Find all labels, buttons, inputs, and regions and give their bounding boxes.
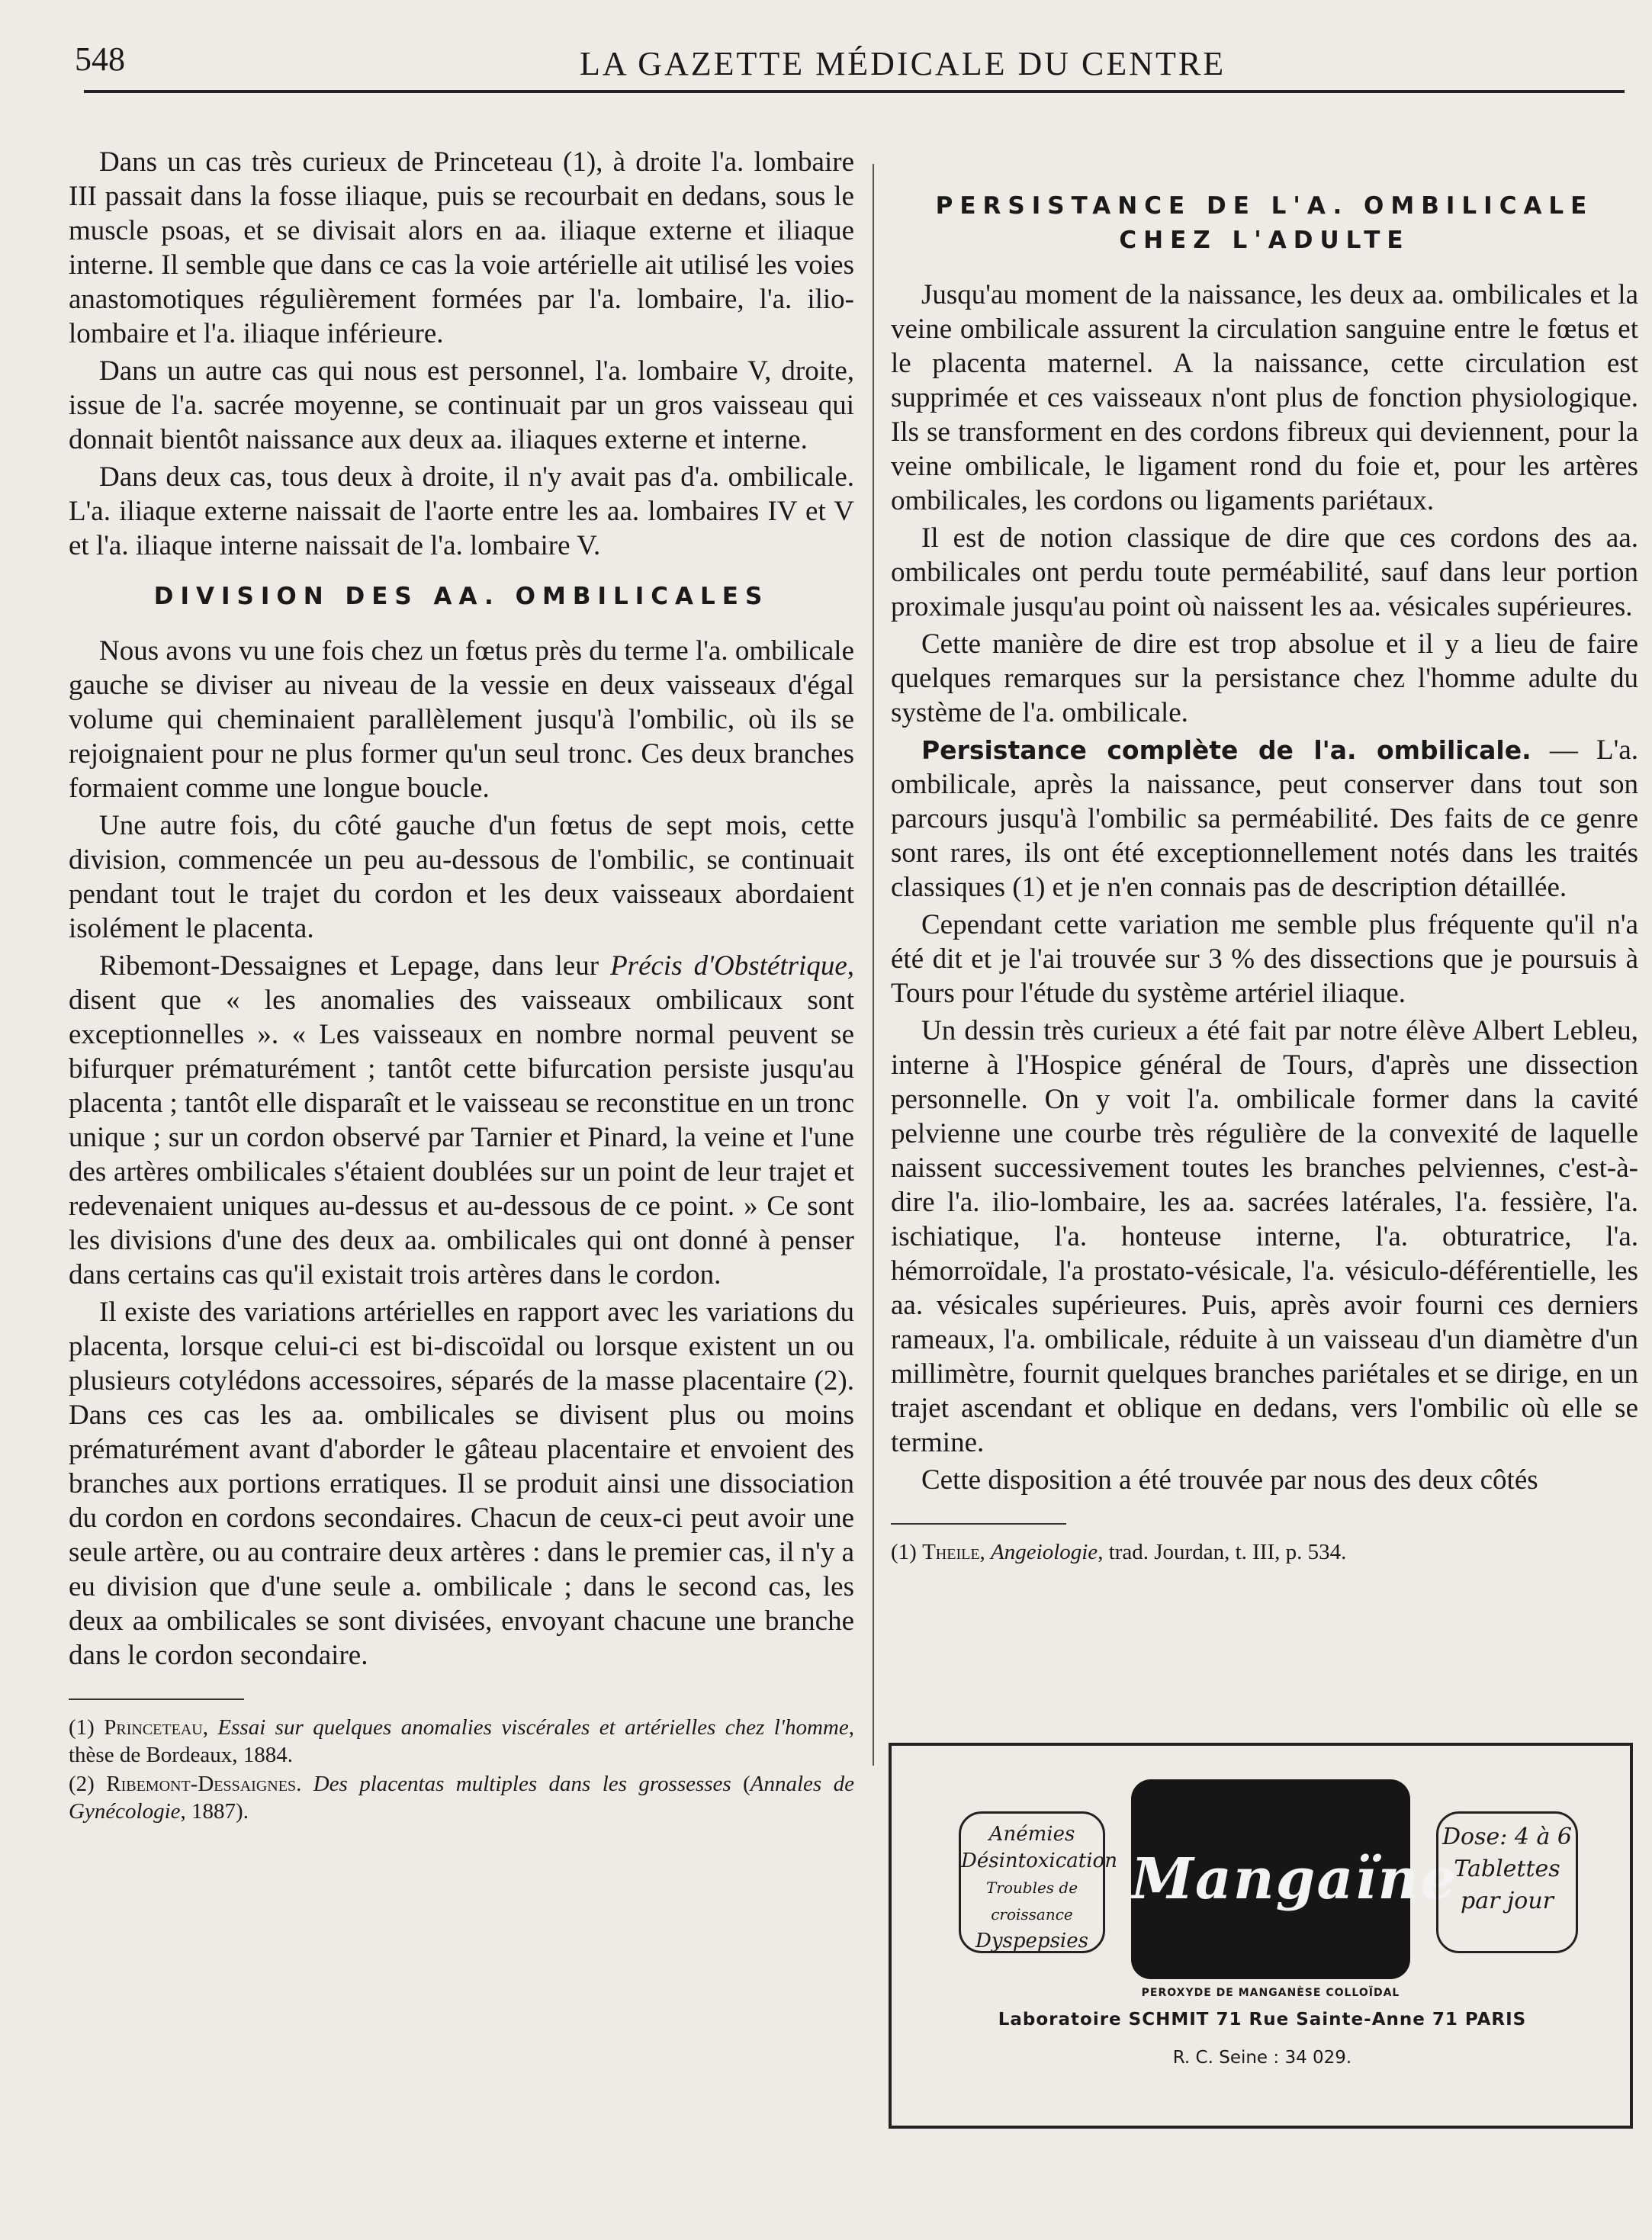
indications-box <box>959 1811 1117 1953</box>
indication-item: Troubles de croissance <box>985 1878 1078 1923</box>
indication-item: Désintoxication <box>961 1850 1117 1872</box>
page-number: 548 <box>75 40 125 78</box>
left-paragraph-7: Il existe des variations artérielles en rapport avec les variations du placenta, lorsque celui-ci est bi-discoïdal ou lorsque existent un ou plusieurs cotylédons accessoires, séparés de la masse placentaire (2). Dans ces cas les aa. ombilicales se divisent plus ou moins prématurément avant d'aborder le gâteau placentaire et envoient des branches aux portions erratiques. Il se produit ainsi une dissociation du cordon en cordons secondaires. Chacun de ceux-ci peut avoir une seule artère, ou au contraire deux artères : dans le premier cas, il n'y a eu division que d'une seule a. ombilicale ; dans le second cas, les deux aa ombilicales se sont divisées, envoyant chacune une branche dans le cordon secondaire. <box>69 1297 854 1671</box>
indication-item: Anémies <box>988 1823 1075 1846</box>
left-paragraph-6-end: , disent que « les anomalies des vaisseaux ombilicaux sont exceptionnelles ». « Les vaisseaux en nombre normal peuvent se bifurquer prématurément ; tantôt cette bifurcation persiste jusqu'au placenta ; tantôt elle disparaît et le vaisseau se reconstitue en un tronc unique ; sur un cordon observé par Tarnier et Pinard, la veine et l'une des artères ombilicales s'étaient doublées sur un point de leur trajet et redevenaient uniques au-dessus et au-dessous de ce point. » Ce sont les divisions d'une des deux aa. ombilicales qui ont donné à penser dans certains cas qu'il existait trois artères dans le cordon. <box>69 950 855 1290</box>
footnote-1-number: (1) <box>69 1715 104 1740</box>
section-title-persistance <box>891 189 1638 258</box>
left-paragraph-4: Nous avons vu une fois chez un fœtus près du terme l'a. ombilicale gauche se diviser au niveau de la vessie en deux vaisseaux d'égal volume qui cheminaient parallèlement jusqu'à l'ombilic, où ils se rejoignaient pour ne plus former qu'un seul tronc. Ces deux branches formaient comme une longue boucle. <box>69 635 855 804</box>
footnote-2-paren: ( <box>731 1772 750 1796</box>
left-paragraph-1: Dans un cas très curieux de Princeteau (1), à droite l'a. lombaire III passait dans la fosse iliaque, puis se recourbait en dedans, sous le muscle psoas, et se divisait alors en aa. iliaque externe et iliaque interne. Il semble que dans ce cas la voie artérielle ait utilisé les voies anastomotiques régulièrement formées par l'a. lombaire, l'a. ilio-lombaire et l'a. iliaque inférieure. <box>69 146 854 349</box>
footnote-2-journal: Annales de Gynécologie <box>69 1772 854 1824</box>
right-footnote-1-title: Angeiologie <box>991 1540 1098 1564</box>
section-title-division: DIVISION DES AA. OMBILICALES <box>153 583 770 610</box>
right-paragraph-4 <box>891 733 1638 905</box>
right-footnote-1-rest: , trad. Jourdan, t. III, p. 534. <box>1098 1540 1347 1564</box>
footnote-1-author: Princeteau <box>104 1715 203 1740</box>
left-paragraph-6-start: Ribemont-Dessaignes et Lepage, dans leur <box>99 950 611 982</box>
brand-logo: Mangaïne <box>1131 1779 1410 1979</box>
left-paragraph-5: Une autre fois, du côté gauche d'un fœtus de sept mois, cette division, commencée un peu au-dessous de l'ombilic, se continuait pendant tout le trajet du cordon et les deux vaisseaux abordaient isolément le placenta. <box>69 810 854 944</box>
book-title: Précis d'Obstétrique <box>610 950 847 982</box>
footnote-1-rest: , thèse de Bordeaux, 1884. <box>69 1715 854 1767</box>
footnote-2-author: Ribemont-Dessaignes <box>106 1772 297 1796</box>
left-paragraph-6 <box>69 949 854 1292</box>
right-paragraph-5: Cependant cette variation me semble plus fréquente qu'il n'a été dit et je l'ai trouvée sur 3 % des dissections que je poursuis à Tours pour l'étude du système artériel iliaque. <box>891 909 1638 1009</box>
running-title: LA GAZETTE MÉDICALE DU CENTRE <box>580 45 1226 82</box>
section-title-line-2: CHEZ L'ADULTE <box>1119 227 1410 254</box>
right-footnote-1-separator: , <box>979 1540 992 1564</box>
footnote-rule <box>69 1698 244 1700</box>
advertisement <box>889 1743 1636 2139</box>
paragraph-lead: Persistance complète de l'a. ombilicale. <box>921 735 1531 765</box>
right-paragraph-1: Jusqu'au moment de la naissance, les deux aa. ombilicales et la veine ombilicale assurent la circulation sanguine entre le fœtus et le placenta maternel. A la naissance, cette circulation est supprimée et ces vaisseaux n'ont plus de fonction physiologique. Ils se transforment en des cordons fibreux qui deviennent, pour la veine ombilicale, le ligament rond du foie et, pour les artères ombilicales, les cordons ou ligaments pariétaux. <box>891 279 1638 516</box>
dosage-line: Dose: 4 à 6 <box>1441 1824 1573 1850</box>
section-title-line-1: PERSISTANCE DE L'A. OMBILICALE <box>935 192 1594 220</box>
footnote-2-rest: , 1887). <box>180 1799 249 1824</box>
laboratory-address: Laboratoire SCHMIT 71 Rue Sainte-Anne 71 PARIS <box>998 2010 1527 2029</box>
right-footnote-rule <box>891 1523 1066 1525</box>
brand-subtitle: PEROXYDE DE MANGANÈSE COLLOÏDAL <box>1141 1987 1400 1999</box>
right-footnote-1 <box>891 1538 1638 1566</box>
right-paragraph-7: Cette disposition a été trouvée par nous des deux côtés <box>921 1464 1538 1496</box>
indication-item: Dyspepsies <box>975 1930 1088 1952</box>
left-column <box>69 145 854 1827</box>
registry-number: R. C. Seine : 34 029. <box>1172 2048 1352 2068</box>
dosage-box <box>1436 1811 1578 1953</box>
header-rule <box>84 90 1625 93</box>
dosage-line: par jour <box>1461 1888 1554 1914</box>
right-paragraph-6: Un dessin très curieux a été fait par notre élève Albert Lebleu, interne à l'Hospice général de Tours, d'après une dissection personnelle. On y voit l'a. ombilicale former dans la cavité pelvienne une courbe très régulière de la convexité de laquelle naissent successivement toutes les branches pelviennes, c'est-à-dire l'a. ilio-lombaire, les aa. sacrées latérales, l'a. fessière, l'a. ischiatique, l'a. honteuse interne, l'a. obturatrice, l'a. hémorroïdale, l'a prostato-vésicale, l'a. vésiculo-déférentielle, les aa. vésicales supérieures. Puis, après avoir fourni ces derniers rameaux, l'a. ombilicale, réduite à un vaisseau d'un diamètre d'un millimètre, fournit quelques branches pariétales et se dirige, en un trajet ascendant et oblique en dedans, vers l'ombilic où elle se termine. <box>891 1015 1638 1458</box>
footnote-2-number: (2) <box>69 1772 107 1796</box>
right-footnote-1-author: Theile <box>922 1540 980 1564</box>
right-column <box>891 145 1638 1567</box>
footnote-1: (1) Princeteau, Essai sur quelques anomalies viscérales et artérielles chez l'homme, thèse de Bordeaux, 1884. <box>69 1715 854 1767</box>
right-paragraph-4-rest: — L'a. ombilicale, après la naissance, peut conserver dans tout son parcours jusqu'à l'ombilic sa perméabilité. Des faits de ce genre sont rares, ils ont été exceptionnellement notés dans les traités classiques (1) et je n'en connais pas de description détaillée. <box>891 734 1638 903</box>
left-paragraph-2: Dans un autre cas qui nous est personnel, l'a. lombaire V, droite, issue de l'a. sacrée moyenne, se continuait par un gros vaisseau qui donnait bientôt naissance aux deux aa. iliaques externe et interne. <box>69 355 854 455</box>
dosage-line: Tablettes <box>1454 1856 1560 1882</box>
right-footnote-1-number: (1) <box>891 1540 923 1564</box>
footnote-1-title: Essai sur quelques anomalies viscérales et artérielles chez l'homme <box>217 1715 849 1740</box>
footnote-2-title: Des placentas multiples dans les grossesses <box>313 1772 731 1796</box>
column-divider <box>873 164 874 1766</box>
right-paragraph-3: Cette manière de dire est trop absolue et il y a lieu de faire quelques remarques sur la persistance chez l'homme adulte du système de l'a. ombilicale. <box>891 628 1638 728</box>
footnote-2: (2) Ribemont-Dessaignes. Des placentas multiples dans les grossesses (Annales de Gynécologie, 1887). <box>69 1772 854 1824</box>
left-paragraph-3: Dans deux cas, tous deux à droite, il n'y avait pas d'a. ombilicale. L'a. iliaque externe naissait de l'aorte entre les aa. lombaires IV et V et l'a. iliaque interne naissait de l'a. lombaire V. <box>69 461 854 561</box>
right-paragraph-2: Il est de notion classique de dire que ces cordons des aa. ombilicales ont perdu toute perméabilité, sauf dans leur portion proximale jusqu'au point où naissent les aa. vésicales supérieures. <box>891 522 1638 622</box>
